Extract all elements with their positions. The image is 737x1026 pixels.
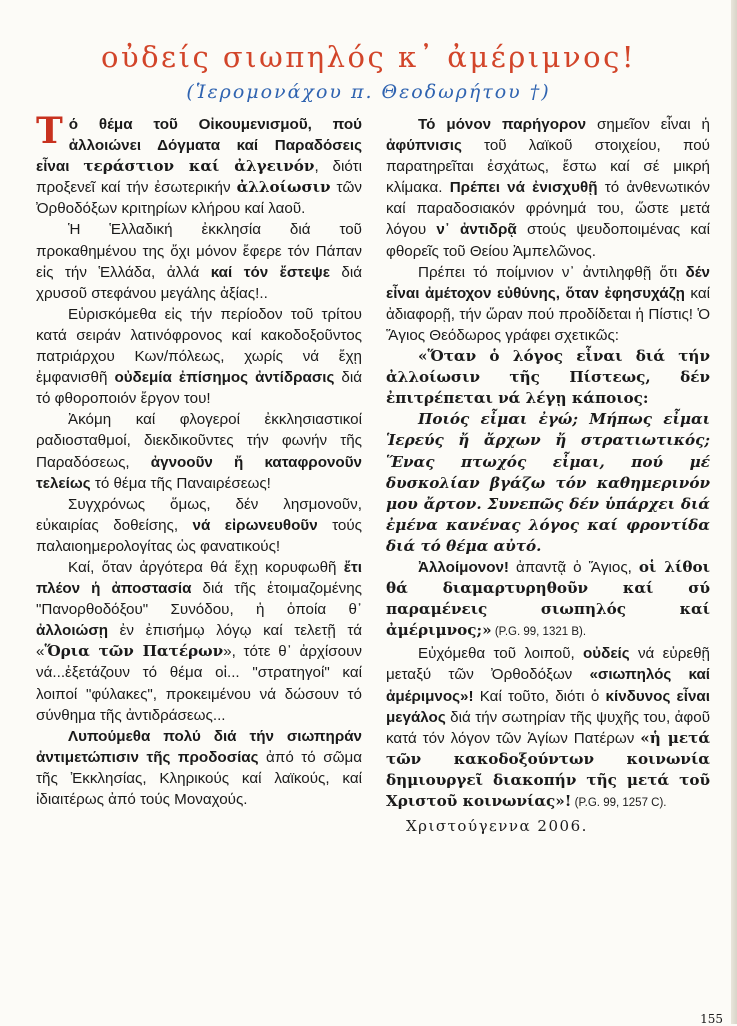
text: ἀπαντᾷ ὁ Ἅγιος, xyxy=(508,558,639,576)
text: Ἀκόμη καί φλογεροί ἐκκλησιαστικοί ραδιοσταθμοί, διεκδικοῦντες τήν φωνήν τῆς Παραδόσεως, xyxy=(36,411,362,471)
text: τῶν Ὀρθοδόξων κριτηρίων κλήρου καί λαοῦ. xyxy=(36,179,362,218)
text-bold: Πρέπει νά ἐνισχυθῇ xyxy=(449,179,598,197)
quote-intro: «Ὅταν ὁ λόγος εἶναι διά τήν ἀλλοίωσιν τῆς Πίστεως, δέν ἐπιτρέπεται νά λέγῃ κάποιος: xyxy=(386,347,710,408)
text: τό θέμα τῆς Παναιρέσεως! xyxy=(90,474,271,492)
text-emphasis: Ὅρια τῶν Πατέρων xyxy=(44,642,224,661)
text: », τότε θ᾽ ἀρχίσουν νά...ἐξετάζουν τό θέμα οἱ... "στρατηγοί" καί λοιποί "φύλακες", προκειμένου νά δώσουν τό σύνθημα τῆς ἀντιδράσεως... xyxy=(36,643,362,724)
text: καί ἀδιαφορῇ, τήν ὥραν πού προδίδεται ἡ Πίστις! Ὁ Ἅγιος Θεόδωρος γράφει σχετικῶς: xyxy=(386,284,710,344)
citation: (P.G. 99, 1257 C). xyxy=(571,797,667,809)
text-bold: ἀγνοοῦν ἤ καταφρονοῦν τελείως xyxy=(36,453,362,492)
text: διά τήν σωτηρίαν τῆς ψυχῆς του, ἀφοῦ κατά τόν λόγον τῶν Ἁγίων Πατέρων xyxy=(386,708,710,747)
text: Καί, ὅταν ἀργότερα θά ἔχῃ κορυφωθῆ xyxy=(68,558,344,576)
text-bold: οὐδείς xyxy=(583,645,630,663)
text-bold: ἀλλοιώσῃ xyxy=(36,622,109,640)
text-emphasis: ἀλλοίωσιν xyxy=(236,178,331,197)
text-bold: οὐδεμία ἐπίσημος ἀντίδρασις xyxy=(114,369,335,387)
text-bold: «σιωπηλός καί ἀμέριμνος»! xyxy=(386,666,711,705)
date-signature: Χριστούγεννα 2006. xyxy=(406,817,588,836)
page-number: 155 xyxy=(700,1012,723,1026)
text: Εὑρισκόμεθα εἰς τήν περίοδον τοῦ τρίτου κατά σειράν λατινόφρονος καί κακοδοξοῦντος πατριάρχου Κων/πόλεως, χωρίς νά ἔχῃ ἐμφανισθῆ xyxy=(36,305,362,387)
text-emphasis: τεράστιον καί ἀλγεινόν xyxy=(83,157,315,176)
text: διά χρυσοῦ στεφάνου μεγάλης ἀξίας!.. xyxy=(36,263,362,302)
text-bold: νά εἰρωνευθοῦν xyxy=(192,516,318,534)
text: Συγχρόνως ὅμως, δέν λησμονοῦν, εὐκαιρίας δοθείσης, xyxy=(36,495,362,534)
quote-body: Ποιός εἶμαι ἐγώ; Μήπως εἶμαι Ἱερεύς ἤ ἄρχων ἤ στρατιωτικός; Ἕνας πτωχός εἶμαι, πού μέ δυσκολίαν βγάζω τόν καθημερινόν μου ἄρτον. Συνεπῶς δέν ὑπάρχει διά ἐμένα κανένας λόγος καί φροντίδα διά τό θέμα αὐτό. xyxy=(386,410,710,555)
paragraph xyxy=(36,726,362,810)
article-header xyxy=(0,38,737,104)
drop-cap: Τ xyxy=(36,110,63,152)
text: τοῦ λαϊκοῦ στοιχείου, πού παρατηρεῖται ἐσχάτως, ἔστω καί σέ μικρή κλίμακα. xyxy=(386,137,710,197)
paragraph xyxy=(36,409,362,493)
right-column xyxy=(386,114,710,837)
paragraph xyxy=(36,219,362,303)
text-quote: «ἡ μετά τῶν κακοδοξούντων κοινωνία δημιουργεῖ διακοπήν τῆς μετά τοῦ Χριστοῦ κοινωνίας»! xyxy=(386,728,711,810)
text: νά εὑρεθῇ μεταξύ τῶν Ὀρθοδόξων xyxy=(386,645,710,684)
text-bold: ό θέμα τοῦ Οἰκουμενισμοῦ, πού ἀλλοιώνει Δόγματα καί Παραδόσεις εἶναι xyxy=(36,116,362,176)
text-bold: ν᾽ ἀντιδρᾷ xyxy=(436,221,517,239)
text: διά τῆς ἑτοιμαζομένης "Πανορθοδόξου" Συνόδου, ἡ ὁποία θ᾽ xyxy=(36,580,362,619)
paragraph xyxy=(36,110,362,219)
text: ἐν ἐπισήμῳ λόγῳ καί τελετῇ τά « xyxy=(36,622,362,661)
citation: (P.G. 99, 1321 B). xyxy=(491,626,587,639)
text: ἀπό τό σῶμα τῆς Ἐκκλησίας, Κληρικούς καί λαϊκούς, καί ἰδιαιτέρως ἀπό τούς Μοναχούς. xyxy=(36,748,362,808)
text-bold: ἔτι πλέον ἡ ἀποστασία xyxy=(36,558,362,598)
text: στούς ψευδοποιμένας καί φθορεῖς τοῦ Θείου Ἀμπελῶνος. xyxy=(386,221,710,260)
paragraph xyxy=(386,643,710,814)
paragraph xyxy=(36,557,362,726)
text: τούς παλαιοημερολογίτας ὡς φανατικούς! xyxy=(36,516,362,555)
text: Καί τοῦτο, διότι ὁ xyxy=(473,687,606,705)
text-bold: Λυπούμεθα πολύ διά τήν σιωπηράν ἀντιμετώπισιν τῆς προδοσίας xyxy=(36,727,362,766)
text-bold: καί τόν ἔστεψε xyxy=(210,263,330,281)
paragraph xyxy=(36,304,362,409)
text: Ἡ Ἑλλαδική ἐκκλησία διά τοῦ προκαθημένου της ὄχι μόνον ἔφερε τόν Πάπαν εἰς τήν Ἑλλάδα, ἀλλά xyxy=(36,221,362,281)
left-column xyxy=(36,110,362,810)
text-bold: δέν εἶναι ἀμέτοχον εὐθύνης, ὅταν ἐφησυχάζῃ xyxy=(386,263,710,302)
text-quote: οἱ λίθοι θά διαμαρτυρηθοῦν καί σύ παραμένεις σιωπηλός καί ἀμέριμνος;» xyxy=(386,557,710,640)
text-bold: Τό μόνον παρήγορον xyxy=(418,116,587,133)
text: Εὐχόμεθα τοῦ λοιποῦ, xyxy=(418,645,584,663)
text-bold: ἀφύπνισις xyxy=(386,137,462,155)
text-bold: κίνδυνος εἶναι μεγάλος xyxy=(386,687,710,726)
paragraph xyxy=(386,262,710,346)
quote-closing xyxy=(386,557,710,643)
text: σημεῖον εἶναι ἡ xyxy=(586,116,710,133)
article-title: οὐδείς σιωπηλός κ᾽ ἀμέριμνος! xyxy=(101,40,636,74)
text: διά τό φθοροποιόν ἔργον του! xyxy=(36,369,362,408)
text: Πρέπει τό ποίμνιον ν᾽ ἀντιληφθῇ ὅτι xyxy=(418,263,686,281)
text: τό ἀνθενωτικόν καί παραδοσιακόν φρόνημά του, ὥστε μετά λόγου xyxy=(386,179,710,239)
paragraph xyxy=(386,114,710,262)
text: , διότι προξενεῖ καί τήν ἐσωτερικήν xyxy=(36,158,362,197)
paragraph xyxy=(36,494,362,557)
page-edge xyxy=(731,0,737,1024)
article-author: (Ἱερομονάχου π. Θεοδωρήτου †) xyxy=(186,81,551,103)
text-bold: Ἀλλοίμονον! xyxy=(418,558,509,576)
